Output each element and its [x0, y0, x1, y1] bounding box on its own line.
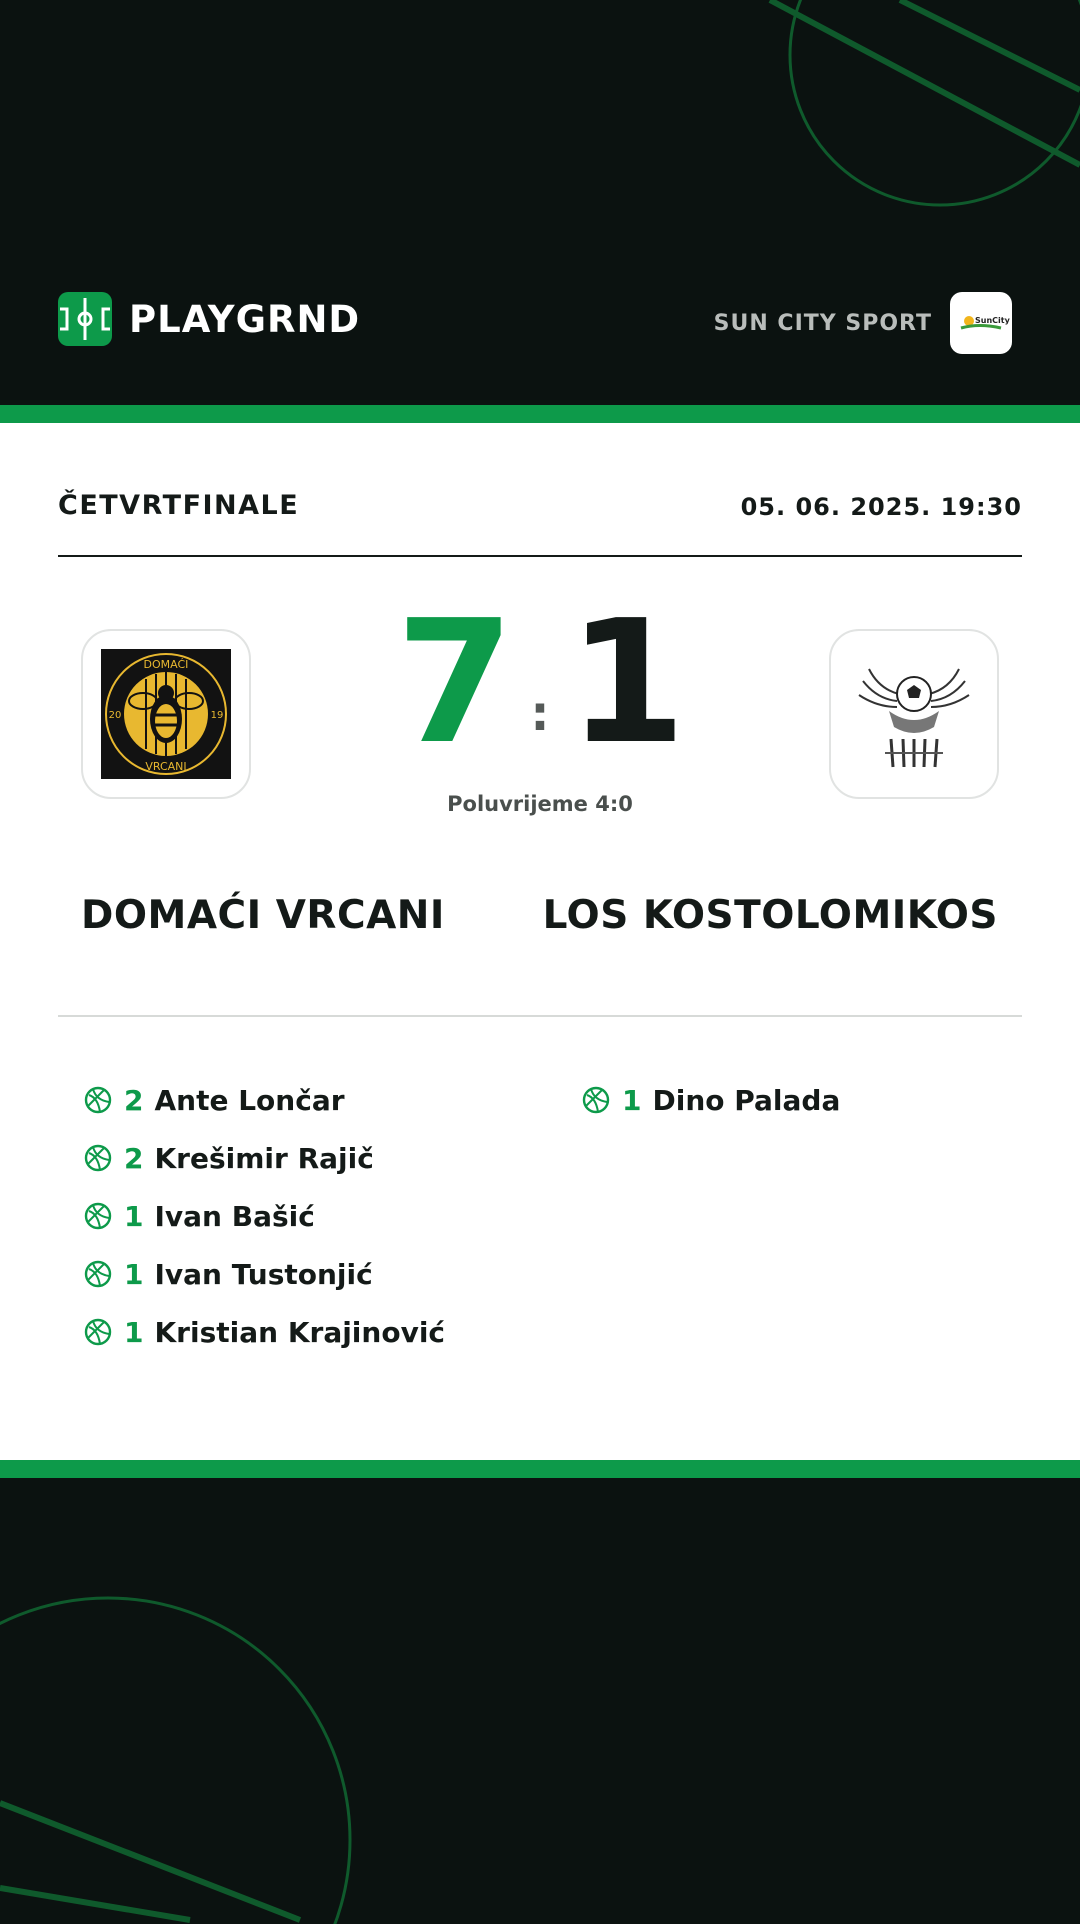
sun-icon: [959, 312, 1010, 334]
brand: [58, 292, 360, 346]
scorer-row: [84, 1187, 445, 1245]
scorer-goals: 1: [124, 1199, 144, 1233]
soccer-field-icon: [58, 292, 112, 346]
scorer-goals: 1: [124, 1257, 144, 1291]
halftime-score: Poluvrijeme 4:0: [447, 792, 633, 816]
sponsor-logo: [950, 292, 1012, 354]
soccer-ball-icon: [84, 1202, 112, 1230]
soccer-ball-icon: [582, 1086, 610, 1114]
svg-text:VRCANI: VRCANI: [145, 760, 187, 773]
scorer-row: [582, 1071, 840, 1129]
pitch-decoration-bottom: [0, 1478, 1080, 1920]
svg-text:19: 19: [210, 710, 224, 721]
accent-bar-top: [0, 405, 1080, 423]
divider-light: [58, 1015, 1022, 1017]
away-team-name: LOS KOSTOLOMIKOS: [542, 893, 998, 938]
scorer-name: Dino Palada: [652, 1083, 841, 1117]
scorer-name: Ante Lončar: [154, 1083, 345, 1117]
scorer-row: [84, 1129, 445, 1187]
scorer-row: [84, 1071, 445, 1129]
scorer-goals: 2: [124, 1083, 144, 1117]
scorer-row: [84, 1245, 445, 1303]
home-team-name: DOMAĆI VRCANI: [81, 893, 445, 938]
home-team-logo: [81, 629, 251, 799]
away-scorers-list: [582, 1071, 840, 1129]
scorer-name: Ivan Bašić: [154, 1199, 315, 1233]
svg-text:SunCity: SunCity: [975, 316, 1010, 325]
brand-name: PLAYGRND: [129, 297, 361, 341]
sponsor: [714, 292, 1012, 354]
scorer-goals: 2: [124, 1141, 144, 1175]
sponsor-name: SUN CITY SPORT: [713, 310, 932, 336]
footer-band: [0, 1478, 1080, 1920]
header-band: [0, 0, 1080, 405]
home-scorers-list: [84, 1071, 445, 1361]
scorer-goals: 1: [124, 1315, 144, 1349]
scorer-name: Kristian Krajinović: [154, 1315, 446, 1349]
scorer-name: Ivan Tustonjić: [154, 1257, 373, 1291]
soccer-ball-icon: [84, 1318, 112, 1346]
scorer-goals: 1: [622, 1083, 642, 1117]
svg-text:20: 20: [108, 710, 122, 721]
away-score: 1: [567, 584, 687, 782]
divider: [58, 555, 1022, 557]
scorer-name: Krešimir Rajič: [154, 1141, 374, 1175]
score-separator: :: [530, 686, 550, 742]
away-team-logo: [829, 629, 999, 799]
soccer-ball-icon: [84, 1144, 112, 1172]
svg-text:DOMAĆI: DOMAĆI: [143, 658, 189, 671]
match-card: [0, 423, 1080, 1460]
match-round: ČETVRTFINALE: [58, 490, 300, 521]
scorer-row: [84, 1303, 445, 1361]
soccer-ball-icon: [84, 1260, 112, 1288]
match-datetime: 05. 06. 2025. 19:30: [740, 493, 1022, 521]
accent-bar-bottom: [0, 1460, 1080, 1478]
soccer-ball-icon: [84, 1086, 112, 1114]
home-score: 7: [395, 584, 515, 782]
